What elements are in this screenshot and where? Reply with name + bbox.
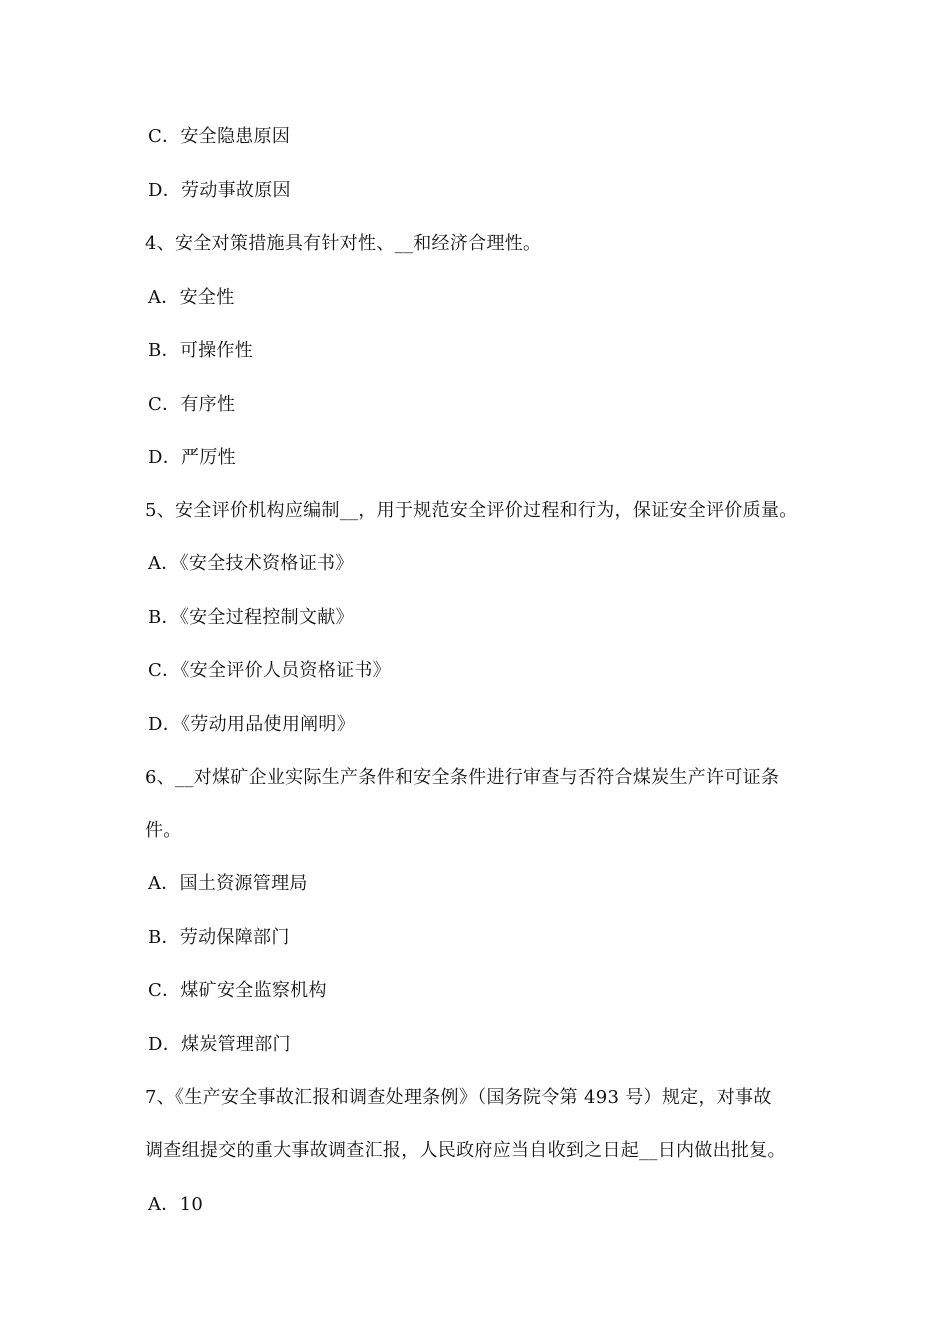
q4-option-b: B．可操作性 (148, 340, 254, 361)
q3-option-c: C．安全隐患原因 (148, 126, 291, 147)
q4-option-a: A．安全性 (148, 287, 235, 308)
question-6-line-1: 6、__对煤矿企业实际生产条件和安全条件进行审查与否符合煤炭生产许可证条 (145, 767, 780, 788)
q6-option-c: C．煤矿安全监察机构 (148, 980, 327, 1001)
question-5: 5、安全评价机构应编制__，用于规范安全评价过程和行为，保证安全评价质量。 (145, 500, 798, 521)
q7-option-a: A．10 (148, 1194, 204, 1215)
question-6-line-2: 件。 (145, 820, 182, 841)
question-7-line-1: 7、《生产安全事故汇报和调查处理条例》（国务院令第 493 号）规定，对事故 (145, 1087, 772, 1108)
q5-option-c: C．《安全评价人员资格证书》 (148, 660, 391, 681)
question-4: 4、安全对策措施具有针对性、__和经济合理性。 (145, 233, 542, 254)
q4-option-c: C．有序性 (148, 394, 236, 415)
q6-option-a: A．国土资源管理局 (148, 873, 308, 894)
q4-option-d: D．严厉性 (148, 447, 236, 468)
q5-option-a: A．《安全技术资格证书》 (148, 553, 354, 574)
q5-option-d: D．《劳动用品使用阐明》 (148, 714, 356, 735)
q5-option-b: B．《安全过程控制文献》 (148, 607, 354, 628)
q3-option-d: D．劳动事故原因 (148, 180, 291, 201)
q6-option-d: D．煤炭管理部门 (148, 1034, 291, 1055)
question-7-line-2: 调查组提交的重大事故调查汇报，人民政府应当自收到之日起__日内做出批复。 (145, 1140, 786, 1161)
q6-option-b: B．劳动保障部门 (148, 927, 290, 948)
